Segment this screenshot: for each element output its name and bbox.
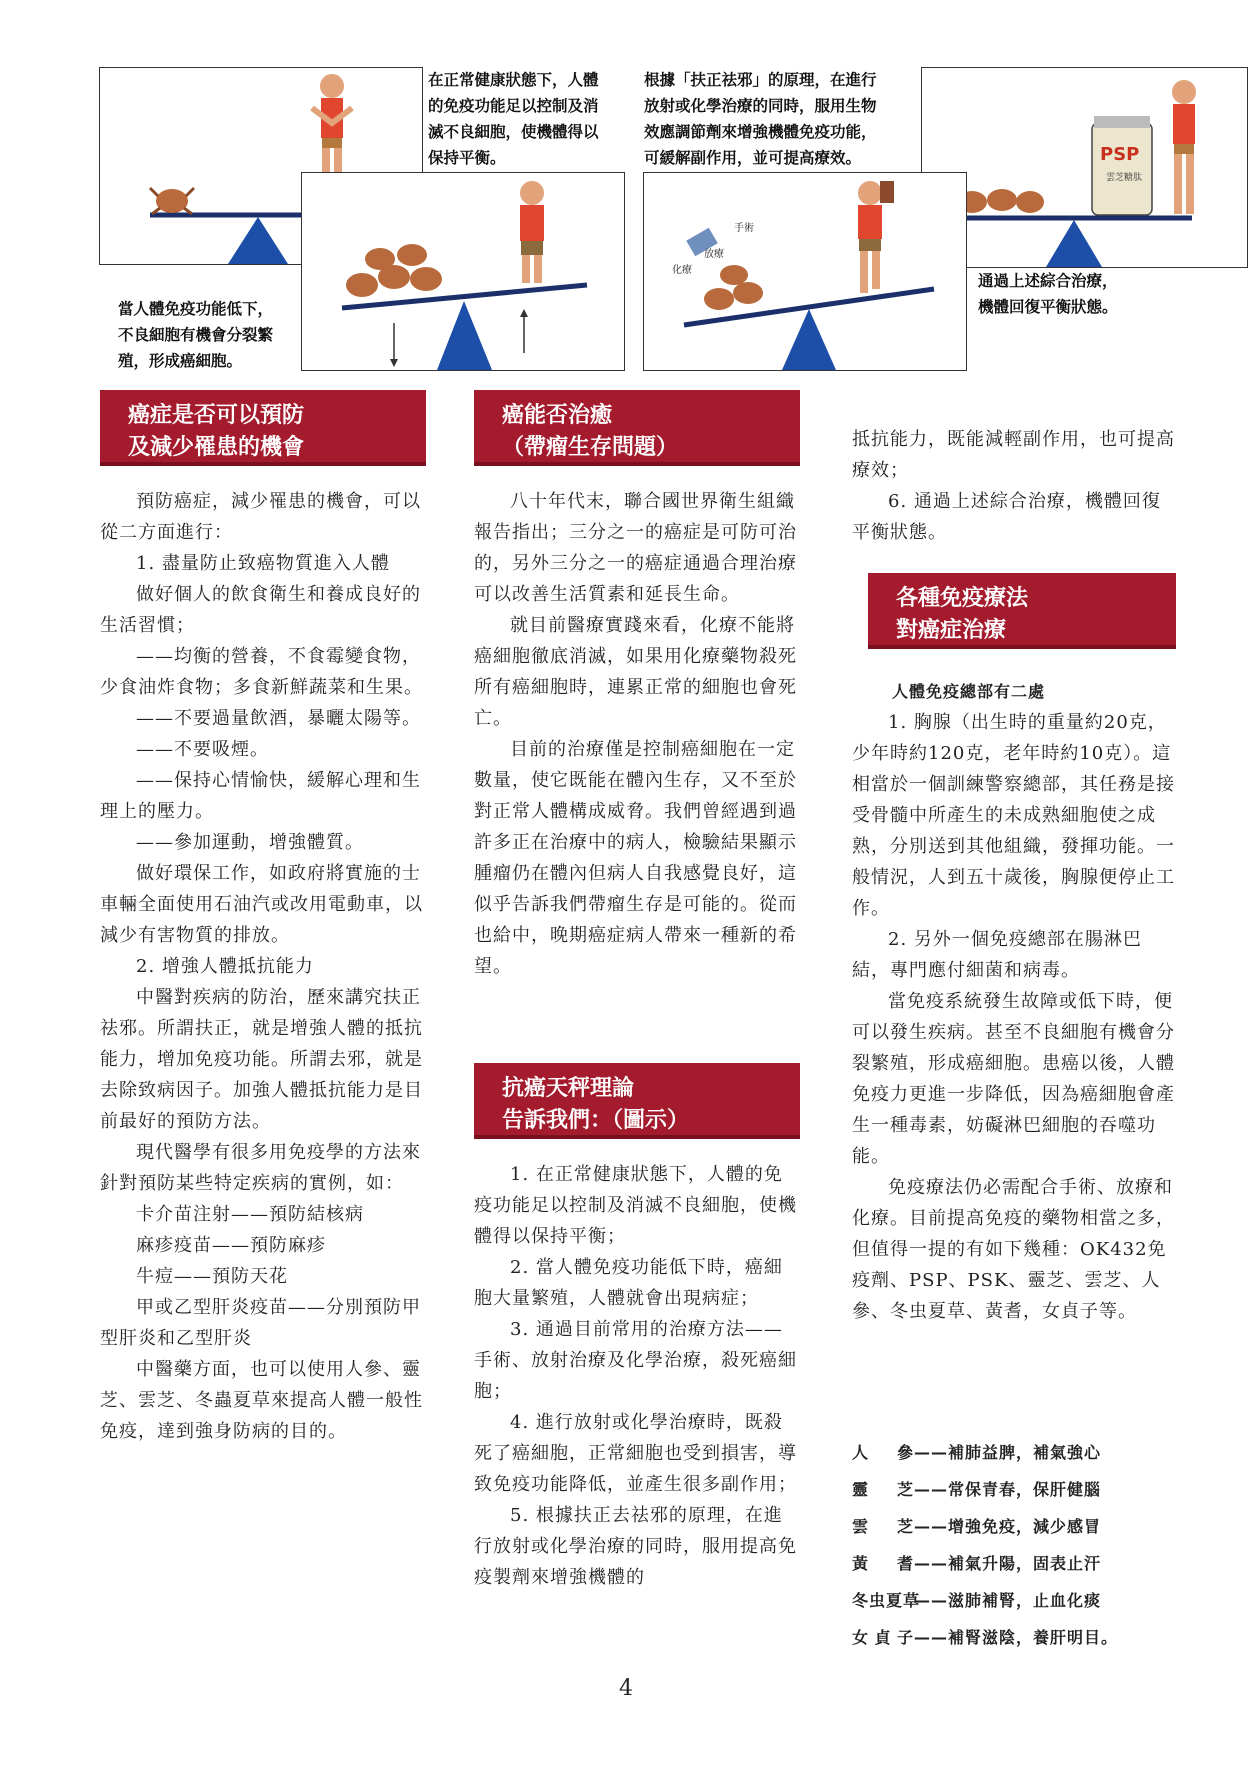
herb-benefit: ——常保青春，保肝健腦: [914, 1480, 1102, 1499]
paragraph: 6. 通過上述綜合治療，機體回復平衡狀態。: [852, 491, 1161, 543]
paragraph: 做好個人的飲食衛生和養成良好的生活習慣；: [100, 584, 421, 636]
herb-name: 冬虫夏草: [852, 1591, 921, 1610]
paragraph: 2. 增強人體抵抗能力: [136, 956, 314, 977]
herb-name: 雲芝: [852, 1517, 914, 1536]
panel-low-immunity: [301, 172, 625, 371]
paragraph: 中醫藥方面，也可以使用人參、靈芝、雲芝、冬蟲夏草來提高人體一般性免疫，達到強身防病的目的。: [100, 1359, 423, 1442]
herb-name: 黃耆: [852, 1554, 914, 1573]
column-continued-text: [852, 424, 1178, 548]
paragraph: 2. 另外一個免疫總部在腸淋巴結，專門應付細菌和病毒。: [852, 929, 1142, 981]
column-curability-text: [474, 486, 800, 982]
header-curability: 癌能否治癒 （帶瘤生存問題）: [474, 390, 800, 466]
herb-list: [852, 1434, 1118, 1656]
herb-name: 靈芝: [852, 1480, 914, 1499]
herb-item: [852, 1582, 1118, 1619]
caption-recovered: 通過上述綜合治療， 機體回復平衡狀態。: [978, 272, 1118, 316]
herb-item: [852, 1545, 1118, 1582]
paragraph: 八十年代末，聯合國世界衛生組織報告指出；三分之一的癌症是可防可治的，另外三分之一的癌症通過合理治療可以改善生活質素和延長生命。: [474, 491, 797, 605]
treatment-balance-illustration: [644, 173, 966, 370]
paragraph: 1. 盡量防止致癌物質進入人體: [136, 553, 390, 574]
paragraph: 當免疫系統發生故障或低下時，便可以發生疾病。甚至不良細胞有機會分裂繁殖，形成癌細胞。患癌以後，人體免疫力更進一步降低，因為癌細胞會產生一種毒素，妨礙淋巴細胞的吞噬功能。: [852, 991, 1175, 1167]
low-immunity-balance-illustration: [302, 173, 624, 370]
caption-healthy: 在正常健康狀態下，人體 的免疫功能足以控制及消 滅不良細胞，使機體得以 保持平衡。: [428, 71, 599, 167]
psp-jar-label: PSP: [1100, 144, 1140, 165]
recovered-balance-illustration: [922, 68, 1247, 267]
paragraph: 就目前醫療實踐來看，化療不能將癌細胞徹底消滅，如果用化療藥物殺死所有癌細胞時，連累正常的細胞也會死亡。: [474, 615, 797, 729]
label-chemotherapy: 化療: [672, 265, 692, 276]
paragraph: 4. 進行放射或化學治療時，既殺死了癌細胞，正常細胞也受到損害，導致免疫功能降低，並產生很多副作用；: [474, 1412, 797, 1495]
herb-item: [852, 1508, 1118, 1545]
paragraph: ——均衡的營養，不食霉變食物，少食油炸食物；多食新鮮蔬菜和生果。: [100, 646, 423, 698]
paragraph: 牛痘——預防天花: [136, 1266, 288, 1287]
paragraph: 5. 根據扶正去祛邪的原理，在進行放射或化學治療的同時，服用提高免疫製劑來增強機體的: [474, 1505, 797, 1588]
paragraph: 預防癌症，減少罹患的機會，可以從二方面進行：: [100, 491, 421, 543]
herb-benefit: ——滋肺補腎，止血化痰: [914, 1591, 1102, 1610]
paragraph: 1. 在正常健康狀態下，人體的免疫功能足以控制及消滅不良細胞，使機體得以保持平衡；: [474, 1164, 797, 1247]
label-radiotherapy: 放療: [704, 249, 724, 260]
header-immunotherapy: 各種免疫療法 對癌症治療: [868, 573, 1176, 649]
herb-benefit: ——補腎滋陰，養肝明目。: [914, 1628, 1119, 1647]
label-surgery: 手術: [734, 223, 754, 234]
panel-treatment: [643, 172, 967, 371]
caption-treatment: 根據「扶正祛邪」的原理，在進行 放射或化學治療的同時，服用生物 效應調節劑來增強機體免疫功能， 可緩解副作用，並可提高療效。: [644, 71, 877, 167]
paragraph: ——不要吸煙。: [136, 739, 269, 760]
paragraph: 麻疹疫苗——預防麻疹: [136, 1235, 326, 1256]
paragraph: 甲或乙型肝炎疫苗——分別預防甲型肝炎和乙型肝炎: [100, 1297, 421, 1349]
paragraph: 做好環保工作，如政府將實施的士車輛全面使用石油汽或改用電動車，以減少有害物質的排放。: [100, 863, 423, 946]
psp-jar-sublabel: 雲芝糖肽: [1106, 173, 1143, 183]
paragraph: 目前的治療僅是控制癌細胞在一定數量，使它既能在體內生存，又不至於對正常人體構成威脅。我們曾經遇到過許多正在治療中的病人，檢驗結果顯示腫瘤仍在體內但病人自我感覺良好，這似乎告訴我們帶瘤生存是可能的。從而也給中，晚期癌症病人帶來一種新的希望。: [474, 739, 797, 977]
paragraph: ——保持心情愉快，緩解心理和生理上的壓力。: [100, 770, 421, 822]
paragraph: 人體免疫總部有二處: [892, 682, 1046, 701]
header-prevention: 癌症是否可以預防 及減少罹患的機會: [100, 390, 426, 466]
herb-benefit: ——補肺益脾，補氣強心: [914, 1443, 1102, 1462]
page-number: 4: [619, 1676, 633, 1701]
paragraph: 現代醫學有很多用免疫學的方法來針對預防某些特定疾病的實例，如：: [100, 1142, 421, 1194]
header-balance-theory: 抗癌天秤理論 告訴我們：（圖示）: [474, 1063, 800, 1139]
paragraph: ——參加運動，增強體質。: [136, 832, 364, 853]
herb-benefit: ——補氣升陽，固表止汗: [914, 1554, 1102, 1573]
paragraph: 抵抗能力，既能減輕副作用，也可提高療效；: [852, 429, 1175, 481]
herb-item: [852, 1619, 1118, 1656]
paragraph: 3. 通過目前常用的治療方法——手術、放射治療及化學治療，殺死癌細胞；: [474, 1319, 797, 1402]
herb-item: [852, 1434, 1118, 1471]
herb-name: 女貞子: [852, 1628, 914, 1647]
herb-benefit: ——增強免疫，減少感冒: [914, 1517, 1102, 1536]
paragraph: 中醫對疾病的防治，歷來講究扶正祛邪。所謂扶正，就是增強人體的抵抗能力，增加免疫功能。所謂去邪，就是去除致病因子。加強人體抵抗能力是目前最好的預防方法。: [100, 987, 423, 1132]
paragraph: 1. 胸腺（出生時的重量約20克，少年時約120克，老年時約10克）。這相當於一個訓練警察總部，其任務是接受骨髓中所產生的未成熟細胞使之成熟，分別送到其他組織，發揮功能。一般情況，人到五十歲後，胸腺便停止工作。: [852, 712, 1175, 919]
caption-low-immunity: 當人體免疫功能低下， 不良細胞有機會分裂繁 殖，形成癌細胞。: [118, 300, 274, 370]
paragraph: 免疫療法仍必需配合手術、放療和化療。目前提高免疫的藥物相當之多，但值得一提的有如下幾種：OK432免疫劑、PSP、PSK、靈芝、雲芝、人參、冬虫夏草、黃耆，女貞子等。: [852, 1177, 1175, 1322]
column-immunotherapy-text: [852, 668, 1178, 1327]
panel-recovered: [921, 67, 1248, 268]
herb-item: [852, 1471, 1118, 1508]
paragraph: ——不要過量飲酒，暴曬太陽等。: [136, 708, 421, 729]
paragraph: 2. 當人體免疫功能低下時，癌細胞大量繁殖，人體就會出現病症；: [474, 1257, 783, 1309]
column-balance-theory-text: [474, 1159, 800, 1593]
herb-name: 人參: [852, 1443, 914, 1462]
column-prevention-text: [100, 486, 426, 1447]
paragraph: 卡介苗注射——預防結核病: [136, 1204, 364, 1225]
